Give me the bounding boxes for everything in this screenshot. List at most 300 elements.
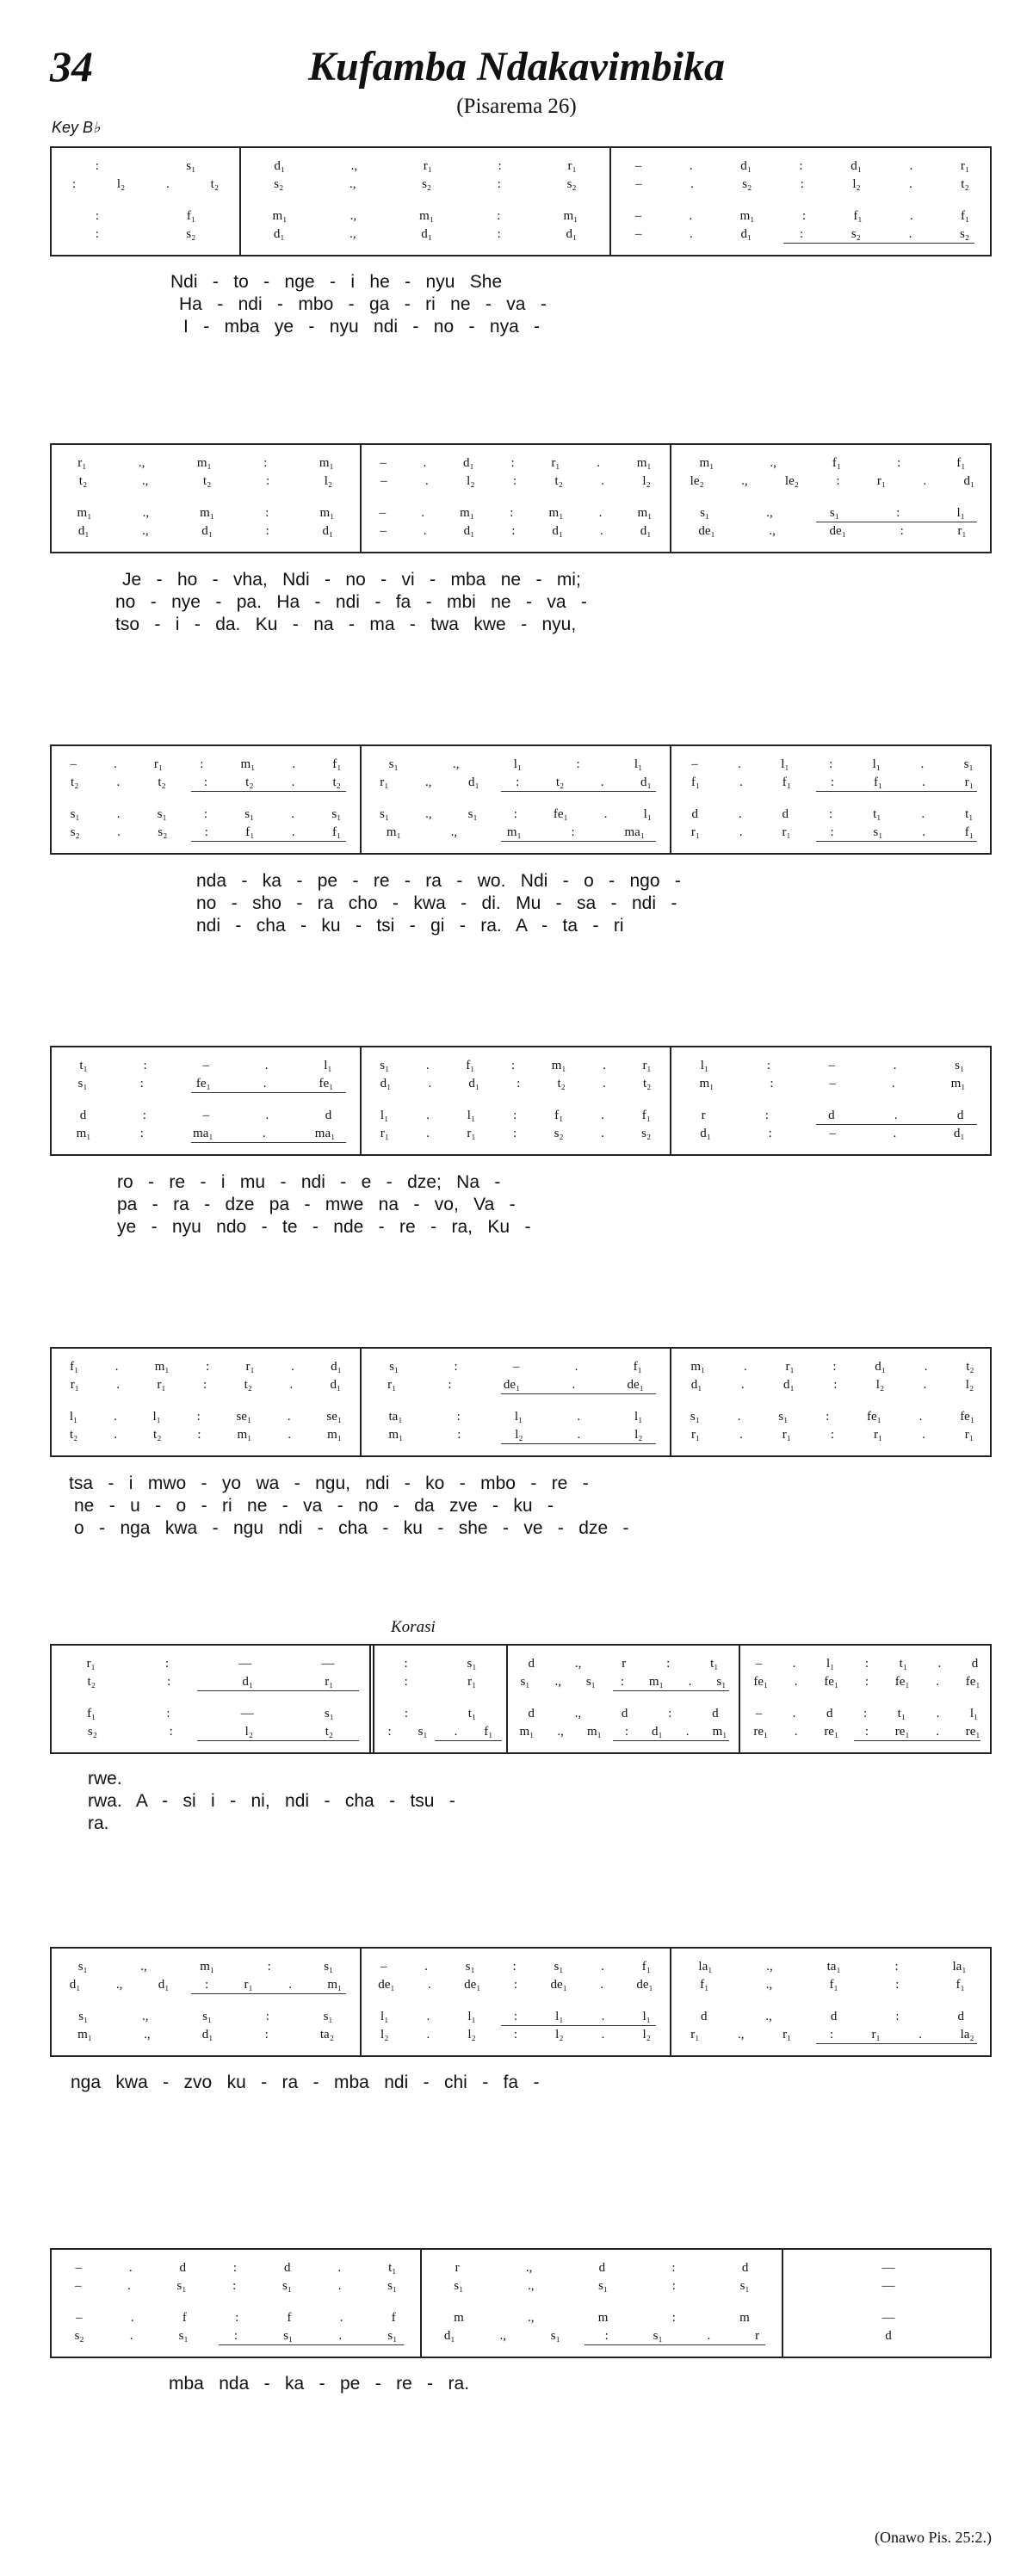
solfa-note: f: [287, 2311, 292, 2325]
solfa-note: l₁: [467, 1109, 476, 1122]
voice-row: [52, 2009, 360, 2025]
solfa-note: :: [829, 2028, 833, 2042]
solfa-note: –: [634, 209, 642, 223]
voice-row: [362, 1126, 670, 1142]
solfa-note: t₂: [78, 474, 88, 488]
voice-row: [362, 1108, 670, 1124]
solfa-note: m₁: [950, 1077, 966, 1090]
solfa-note: .: [597, 456, 600, 470]
solfa-note: f₁: [956, 1978, 965, 1992]
solfa-note: re₁: [894, 1725, 910, 1739]
solfa-note: f₁: [466, 1059, 475, 1072]
solfa-note: :: [671, 2311, 676, 2325]
measure: [374, 1646, 508, 1752]
voice-row: [52, 1724, 369, 1740]
slur-line: [613, 1740, 729, 1741]
solfa-note: .: [920, 757, 925, 771]
voice-row: [671, 1409, 993, 1425]
solfa-note: .: [936, 1725, 940, 1739]
slur-line: [191, 791, 346, 792]
voice-row: [52, 2310, 420, 2326]
solfa-note: m: [597, 2311, 609, 2325]
solfa-note: .: [936, 1675, 940, 1689]
solfa-note: s₂: [422, 177, 432, 191]
solfa-note: s₁: [323, 2010, 333, 2023]
solfa-note: l₂: [965, 1378, 974, 1392]
solfa-note: .,: [527, 2279, 535, 2293]
solfa-note: :: [235, 2311, 239, 2325]
solfa-note: .: [792, 1707, 796, 1720]
voice-row: [671, 1359, 993, 1375]
solfa-note: d: [528, 1707, 535, 1720]
measure: [671, 746, 993, 853]
solfa-note: :: [864, 1657, 869, 1671]
solfa-note: d₁: [443, 2329, 455, 2343]
solfa-note: .: [426, 2028, 430, 2042]
solfa-note: .: [291, 1360, 294, 1374]
slur-line: [219, 2344, 404, 2345]
solfa-note: :: [624, 1725, 629, 1739]
solfa-note: de₁: [464, 1978, 481, 1992]
voice-row: [52, 775, 360, 791]
solfa-note: r: [622, 1657, 627, 1671]
solfa-note: d₁: [640, 524, 652, 538]
solfa-note: l₁: [555, 2010, 564, 2023]
solfa-note: d₁: [652, 1725, 663, 1739]
solfa-note: m₁: [200, 506, 215, 520]
measure: [52, 445, 362, 552]
solfa-note: :: [196, 1410, 201, 1424]
solfa-note: .: [423, 524, 427, 538]
solfa-note: :: [895, 2010, 900, 2023]
voice-row: [52, 523, 360, 540]
solfa-note: :: [164, 1657, 170, 1671]
voice-row: [374, 1674, 506, 1690]
solfa-note: s₁: [467, 807, 478, 821]
solfa-note: d₁: [322, 524, 334, 538]
solfa-note: .,: [554, 1675, 561, 1689]
solfa-note: .,: [140, 1960, 147, 1974]
solfa-note: d: [528, 1657, 535, 1671]
music-system: [50, 1046, 992, 1156]
solfa-note: :: [497, 209, 501, 223]
solfa-note: .: [292, 757, 296, 771]
solfa-note: .,: [424, 775, 432, 789]
solfa-note: :: [516, 1077, 521, 1090]
voice-row: [740, 1674, 993, 1690]
solfa-note: de₁: [550, 1978, 567, 1992]
solfa-note: l₁: [152, 1410, 161, 1424]
solfa-note: m₁: [319, 456, 334, 470]
solfa-note: –: [380, 456, 387, 470]
solfa-note: m₁: [240, 757, 256, 771]
voice-row: [52, 1427, 360, 1443]
solfa-note: r₁: [387, 1378, 397, 1392]
solfa-note: .: [601, 474, 604, 488]
solfa-note: —: [881, 2261, 895, 2275]
solfa-note: s₁: [598, 2279, 609, 2293]
solfa-note: .: [426, 2010, 430, 2023]
measure: [52, 1949, 362, 2055]
measure: [52, 148, 241, 255]
solfa-note: :: [576, 757, 580, 771]
voice-row: [362, 523, 670, 540]
voice-row: [362, 1427, 670, 1443]
solfa-note: d₁: [201, 2028, 213, 2042]
solfa-note: r₁: [782, 1428, 791, 1442]
solfa-note: d₁: [783, 1378, 795, 1392]
solfa-note: .: [603, 1059, 606, 1072]
lyric-line: ne - u - o - ri ne - va - no - da zve - ku -: [74, 1496, 554, 1516]
measure: [362, 746, 671, 853]
solfa-note: t₂: [332, 775, 341, 789]
solfa-note: s₁: [176, 2279, 187, 2293]
voice-row: [52, 2278, 420, 2295]
solfa-note: f₁: [832, 456, 842, 470]
solfa-note: s₁: [244, 807, 255, 821]
solfa-note: .: [339, 2311, 343, 2325]
solfa-note: s₁: [454, 2279, 464, 2293]
solfa-note: .,: [115, 1978, 123, 1992]
solfa-note: de₁: [829, 524, 846, 538]
voice-row: [671, 523, 993, 540]
voice-row: [740, 1656, 993, 1672]
solfa-note: s₁: [324, 1707, 334, 1720]
slur-line: [854, 1740, 980, 1741]
solfa-note: .: [289, 1378, 294, 1392]
solfa-note: .: [114, 757, 117, 771]
solfa-note: s₂: [186, 227, 196, 241]
voice-row: [671, 2009, 993, 2025]
slur-line: [613, 1690, 729, 1691]
solfa-note: f₁: [700, 1978, 709, 1992]
solfa-note: m₁: [237, 1428, 252, 1442]
solfa-note: .: [922, 825, 926, 839]
solfa-note: r: [755, 2329, 760, 2343]
solfa-note: m₁: [419, 209, 435, 223]
solfa-note: —: [881, 2279, 895, 2293]
solfa-note: –: [755, 1657, 763, 1671]
solfa-note: r₁: [873, 1428, 883, 1442]
solfa-note: d₁: [69, 1978, 81, 1992]
voice-row: [362, 1377, 670, 1393]
solfa-note: :: [894, 1960, 899, 1974]
solfa-note: .: [600, 524, 603, 538]
solfa-note: m₁: [196, 456, 212, 470]
solfa-note: d₁: [158, 1978, 170, 1992]
solfa-note: –: [202, 1059, 209, 1072]
measure: [362, 1349, 671, 1455]
solfa-note: :: [666, 1657, 671, 1671]
solfa-note: .,: [557, 1725, 564, 1739]
music-system: [50, 2248, 992, 2358]
solfa-note: .,: [574, 1657, 582, 1671]
voice-row: [52, 1959, 360, 1975]
solfa-note: t₁: [897, 1707, 906, 1720]
solfa-note: l₂: [467, 474, 475, 488]
solfa-note: d₁: [740, 159, 752, 173]
voice-row: [508, 1724, 739, 1740]
voice-row: [52, 1377, 360, 1393]
solfa-note: .: [263, 1077, 267, 1090]
voice-row: [362, 473, 670, 490]
lyric-line: nga kwa - zvo ku - ra - mba ndi - chi - fa -: [71, 2073, 540, 2092]
solfa-note: m₁: [319, 506, 335, 520]
solfa-note: :: [900, 524, 904, 538]
solfa-note: :: [863, 1707, 868, 1720]
solfa-note: .: [425, 1059, 430, 1072]
voice-row: [52, 1706, 369, 1722]
solfa-note: —: [240, 1707, 254, 1720]
solfa-note: .,: [142, 524, 149, 538]
measure: [783, 2250, 993, 2357]
solfa-note: .: [739, 825, 743, 839]
voice-row: [783, 2260, 993, 2276]
solfa-note: .,: [144, 2028, 151, 2042]
solfa-note: d₁: [963, 474, 975, 488]
solfa-note: :: [404, 1707, 409, 1720]
solfa-note: s₁: [955, 1059, 965, 1072]
solfa-note: :: [139, 1127, 144, 1140]
solfa-note: –: [634, 159, 642, 173]
voice-row: [611, 158, 993, 175]
solfa-note: s₁: [829, 506, 839, 520]
solfa-note: t₂: [961, 177, 969, 191]
solfa-note: .: [598, 506, 603, 520]
lyric-line: no - sho - ra cho - kwa - di. Mu - sa - ndi -: [196, 893, 677, 913]
voice-row: [671, 505, 993, 522]
solfa-note: m₁: [739, 209, 755, 223]
voice-row: [374, 1724, 506, 1740]
solfa-note: .: [893, 1127, 897, 1140]
solfa-note: –: [829, 1127, 836, 1140]
solfa-note: .: [738, 807, 742, 821]
solfa-note: r₁: [964, 775, 974, 789]
solfa-note: .: [921, 807, 925, 821]
solfa-note: s₁: [700, 506, 710, 520]
solfa-note: —: [321, 1657, 335, 1671]
solfa-note: t₁: [467, 1707, 477, 1720]
solfa-note: s₁: [465, 1960, 475, 1974]
solfa-note: t₂: [555, 775, 565, 789]
voice-row: [52, 1674, 369, 1690]
solfa-note: d: [830, 2010, 838, 2023]
solfa-note: d₁: [700, 1127, 712, 1140]
solfa-note: .: [919, 2028, 923, 2042]
page-number: 34: [50, 42, 93, 90]
solfa-note: le₂: [784, 474, 799, 488]
solfa-note: .: [601, 1960, 605, 1974]
solfa-note: r₁: [876, 474, 887, 488]
lyric-line: o - nga kwa - ngu ndi - cha - ku - she - ve - dze -: [74, 1518, 629, 1538]
key-signature: Key B♭: [52, 119, 101, 136]
solfa-note: d₁: [421, 227, 433, 241]
music-system: [50, 146, 992, 256]
solfa-note: s₁: [202, 2010, 213, 2023]
slur-line: [816, 2043, 977, 2044]
solfa-note: m₁: [548, 506, 564, 520]
lyric-line: rwe.: [88, 1769, 122, 1788]
solfa-note: l₁: [643, 807, 652, 821]
solfa-note: .: [574, 1360, 578, 1374]
solfa-note: .,: [765, 2010, 772, 2023]
solfa-note: :: [510, 456, 515, 470]
solfa-note: d₁: [566, 227, 578, 241]
solfa-note: –: [76, 2311, 83, 2325]
solfa-note: f: [182, 2311, 187, 2325]
solfa-note: r₁: [467, 1127, 476, 1140]
voice-row: [422, 2278, 782, 2295]
solfa-note: f₁: [87, 1707, 96, 1720]
solfa-note: d₁: [640, 775, 652, 789]
solfa-note: t₂: [153, 1428, 162, 1442]
solfa-note: .: [908, 227, 912, 241]
solfa-note: :: [454, 1360, 458, 1374]
solfa-note: .: [922, 1428, 925, 1442]
solfa-note: .: [428, 1077, 432, 1090]
solfa-note: .: [919, 1410, 923, 1424]
music-system: [50, 744, 992, 855]
solfa-note: re₁: [965, 1725, 980, 1739]
solfa-note: :: [896, 506, 900, 520]
solfa-note: –: [512, 1360, 520, 1374]
solfa-note: m₁: [200, 1960, 215, 1974]
voice-row: [52, 1076, 360, 1092]
solfa-note: :: [829, 757, 833, 771]
solfa-note: ma₁: [193, 1127, 213, 1140]
solfa-note: –: [380, 524, 387, 538]
solfa-note: d₁: [380, 1077, 392, 1090]
solfa-note: m₁: [551, 1059, 566, 1072]
voice-row: [508, 1706, 739, 1722]
solfa-note: .,: [453, 757, 460, 771]
solfa-note: s₁: [77, 1077, 88, 1090]
solfa-note: ma₁: [314, 1127, 336, 1140]
solfa-note: :: [205, 1360, 210, 1374]
solfa-note: d: [284, 2261, 291, 2275]
solfa-note: :: [768, 1127, 772, 1140]
solfa-note: :: [498, 159, 502, 173]
solfa-note: m₁: [563, 209, 578, 223]
solfa-note: .: [909, 177, 912, 191]
solfa-note: :: [169, 1725, 173, 1739]
solfa-note: t₁: [79, 1059, 88, 1072]
solfa-note: fe₁: [867, 1410, 881, 1424]
music-system: [50, 1347, 992, 1457]
solfa-note: f₁: [964, 825, 974, 839]
voice-row: [241, 226, 609, 243]
solfa-note: fe₁: [965, 1675, 980, 1689]
music-system: [50, 1947, 992, 2057]
solfa-note: .,: [499, 2329, 506, 2343]
voice-row: [671, 1427, 993, 1443]
solfa-note: le₂: [690, 474, 704, 488]
solfa-note: :: [836, 474, 840, 488]
solfa-note: :: [456, 1410, 461, 1424]
voice-row: [52, 176, 239, 193]
lyric-line: mba nda - ka - pe - re - ra.: [169, 2374, 470, 2394]
solfa-note: d₁: [77, 524, 90, 538]
solfa-note: .: [937, 1657, 942, 1671]
solfa-note: .,: [765, 1978, 773, 1992]
solfa-note: s₁: [418, 1725, 428, 1739]
solfa-note: .: [117, 825, 121, 839]
solfa-note: l₂: [555, 2028, 564, 2042]
solfa-note: .: [426, 1127, 430, 1140]
solfa-note: .: [291, 825, 295, 839]
solfa-note: .: [116, 1378, 121, 1392]
solfa-note: l₂: [324, 474, 333, 488]
solfa-note: ta₁: [826, 1960, 841, 1974]
solfa-note: .: [288, 1428, 292, 1442]
solfa-note: f₁: [332, 825, 342, 839]
solfa-note: :: [204, 1978, 209, 1992]
solfa-note: .: [924, 1360, 928, 1374]
solfa-note: l₁: [781, 757, 789, 771]
measure: [52, 1047, 362, 1154]
solfa-note: :: [830, 1428, 835, 1442]
solfa-note: l₂: [634, 1428, 643, 1442]
solfa-note: s₁: [554, 1960, 564, 1974]
solfa-note: d: [885, 2329, 892, 2343]
solfa-note: d: [598, 2261, 606, 2275]
measure: [740, 1646, 993, 1752]
solfa-note: l₁: [700, 1059, 709, 1072]
measure: [362, 445, 671, 552]
lyric-line: Ha - ndi - mbo - ga - ri ne - va -: [179, 294, 547, 314]
solfa-note: l₁: [380, 1109, 389, 1122]
solfa-note: :: [265, 474, 270, 488]
solfa-note: l₁: [380, 2010, 389, 2023]
solfa-note: s₁: [520, 1675, 530, 1689]
solfa-note: :: [864, 1725, 869, 1739]
solfa-note: r₁: [782, 2028, 792, 2042]
solfa-note: r: [455, 2261, 460, 2275]
solfa-note: :: [264, 2028, 269, 2042]
solfa-note: .: [685, 1725, 690, 1739]
solfa-note: f₁: [245, 825, 255, 839]
solfa-note: r₁: [785, 1360, 795, 1374]
hymn-title: Kufamba Ndakavimbika: [307, 44, 725, 90]
voice-row: [362, 455, 670, 472]
solfa-note: l₂: [244, 1725, 253, 1739]
solfa-note: m₁: [648, 1675, 664, 1689]
solfa-note: r₁: [567, 159, 577, 173]
solfa-note: .: [287, 1410, 291, 1424]
solfa-note: f₁: [956, 456, 966, 470]
solfa-note: s₂: [87, 1725, 97, 1739]
voice-row: [671, 1959, 993, 1975]
solfa-note: :: [497, 227, 501, 241]
solfa-note: .: [166, 177, 170, 191]
music-system: [50, 443, 992, 553]
solfa-note: l₂: [116, 177, 126, 191]
voice-row: [362, 1959, 670, 1975]
voice-row: [671, 1126, 993, 1142]
solfa-note: :: [512, 474, 517, 488]
solfa-note: .: [128, 2261, 133, 2275]
solfa-note: d₁: [467, 775, 479, 789]
lyric-line: Je - ho - vha, Ndi - no - vi - mba ne - mi;: [122, 570, 581, 590]
solfa-note: .: [127, 2279, 131, 2293]
measure: [241, 148, 611, 255]
solfa-note: .: [421, 506, 424, 520]
solfa-note: .: [291, 775, 295, 789]
solfa-note: .: [114, 1360, 119, 1374]
solfa-note: s₁: [963, 757, 974, 771]
measure: [422, 2250, 783, 2357]
solfa-note: —: [238, 1657, 252, 1671]
